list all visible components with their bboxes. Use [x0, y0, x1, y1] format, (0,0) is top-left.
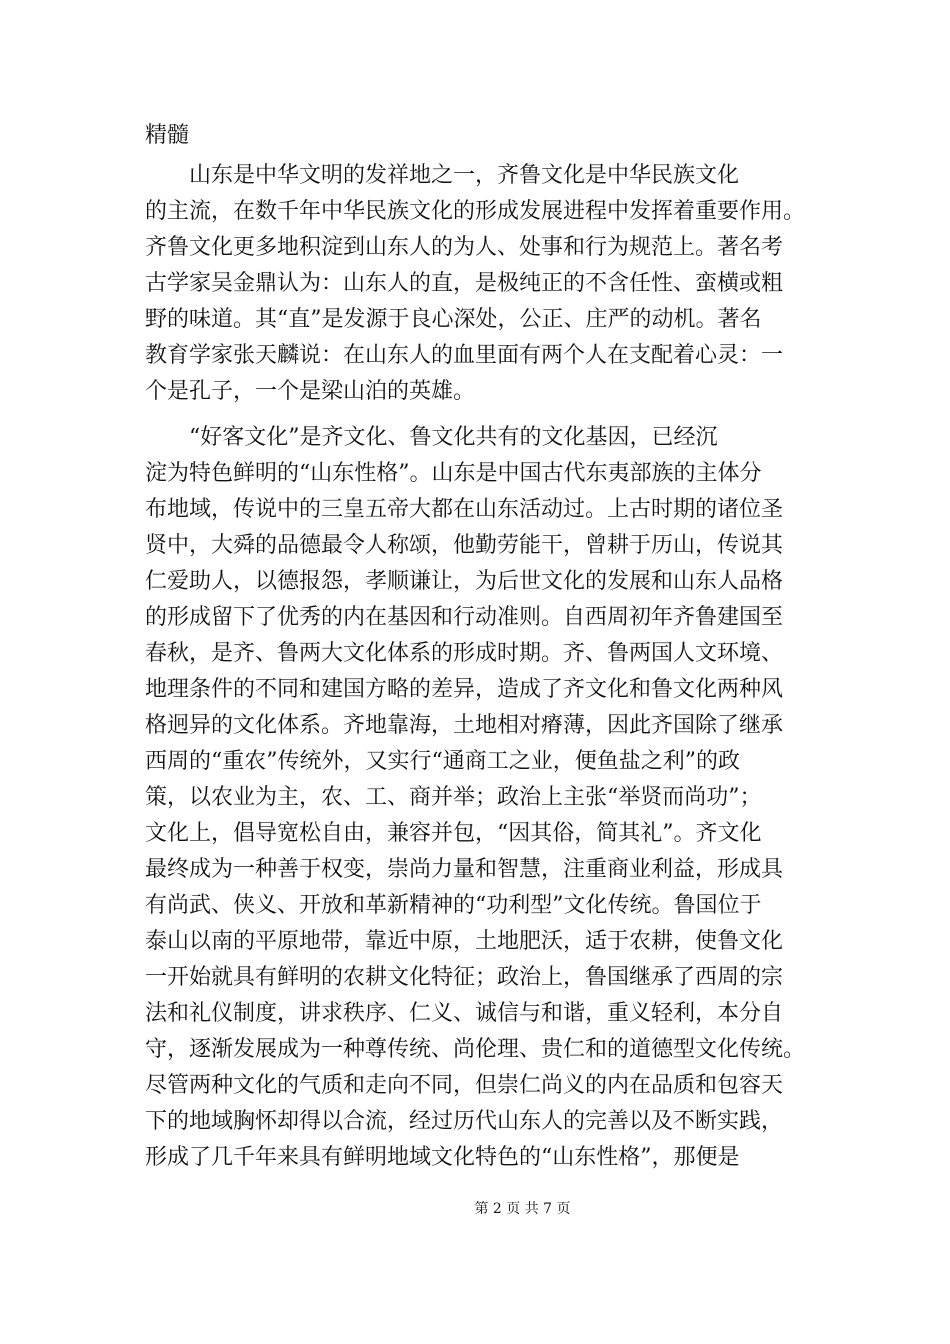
text-line: 最终成为一种善于权变，崇尚力量和智慧，注重商业利益，形成具	[145, 857, 784, 882]
text-line: 策，以农业为主，农、工、商并举；政治上主张“举贤而尚功”；	[145, 785, 762, 810]
text-line: 个是孔子，一个是梁山泊的英雄。	[145, 379, 476, 404]
text-line: 下的地域胸怀却得以合流，经过历代山东人的完善以及不断实践，	[145, 1109, 784, 1134]
text-line: 的形成留下了优秀的内在基因和行动准则。自西周初年齐鲁建国至	[145, 605, 784, 630]
text-line: 有尚武、侠义、开放和革新精神的“功利型”文化传统。鲁国位于	[145, 893, 762, 918]
text-line: 的主流，在数千年中华民族文化的形成发展进程中发挥着重要作用。	[145, 199, 806, 224]
text-line: 尽管两种文化的气质和走向不同，但崇仁尚义的内在品质和包容天	[145, 1073, 784, 1098]
text-line: 一开始就具有鲜明的农耕文化特征；政治上，鲁国继承了西周的宗	[145, 965, 784, 990]
text-line: 齐鲁文化更多地积淀到山东人的为人、处事和行为规范上。著名考	[145, 235, 784, 260]
text-line: 布地域，传说中的三皇五帝大都在山东活动过。上古时期的诸位圣	[145, 497, 784, 522]
text-line: 淀为特色鲜明的“山东性格”。山东是中国古代东夷部族的主体分	[145, 461, 762, 486]
text-line: 形成了几千年来具有鲜明地域文化特色的“山东性格”，那便是	[145, 1145, 740, 1170]
text-line: 山东是中华文明的发祥地之一，齐鲁文化是中华民族文化	[145, 163, 740, 188]
text-line: 文化上，倡导宽松自由，兼容并包，“因其俗，简其礼”。齐文化	[145, 821, 762, 846]
text-line: 守，逐渐发展成为一种尊传统、尚伦理、贵仁和的道德型文化传统。	[145, 1037, 806, 1062]
text-line: 贤中，大舜的品德最令人称颂，他勤劳能干，曾耕于历山，传说其	[145, 533, 784, 558]
text-line: 地理条件的不同和建国方略的差异，造成了齐文化和鲁文化两种风	[145, 677, 784, 702]
text-line: 格迥异的文化体系。齐地靠海，土地相对瘠薄，因此齐国除了继承	[145, 713, 784, 738]
page-number-footer: 第 2 页 共 7 页	[474, 1201, 571, 1217]
text-line: 野的味道。其“直”是发源于良心深处，公正、庄严的动机。著名	[145, 307, 762, 332]
text-line: 泰山以南的平原地带，靠近中原，土地肥沃，适于农耕，使鲁文化	[145, 929, 784, 954]
text-line: 古学家吴金鼎认为：山东人的直，是极纯正的不含任性、蛮横或粗	[145, 271, 784, 296]
text-line: “好客文化”是齐文化、鲁文化共有的文化基因，已经沉	[145, 425, 718, 450]
text-line: 西周的“重农”传统外，又实行“通商工之业，便鱼盐之利”的政	[145, 749, 740, 774]
text-line: 仁爱助人，以德报怨，孝顺谦让，为后世文化的发展和山东人品格	[145, 569, 784, 594]
text-line: 春秋，是齐、鲁两大文化体系的形成时期。齐、鲁两国人文环境、	[145, 641, 784, 666]
text-line: 精髓	[145, 123, 190, 148]
text-line: 法和礼仪制度，讲求秩序、仁义、诚信与和谐，重义轻利，本分自	[145, 1001, 784, 1026]
text-line: 教育学家张天麟说：在山东人的血里面有两个人在支配着心灵：一	[145, 343, 784, 368]
